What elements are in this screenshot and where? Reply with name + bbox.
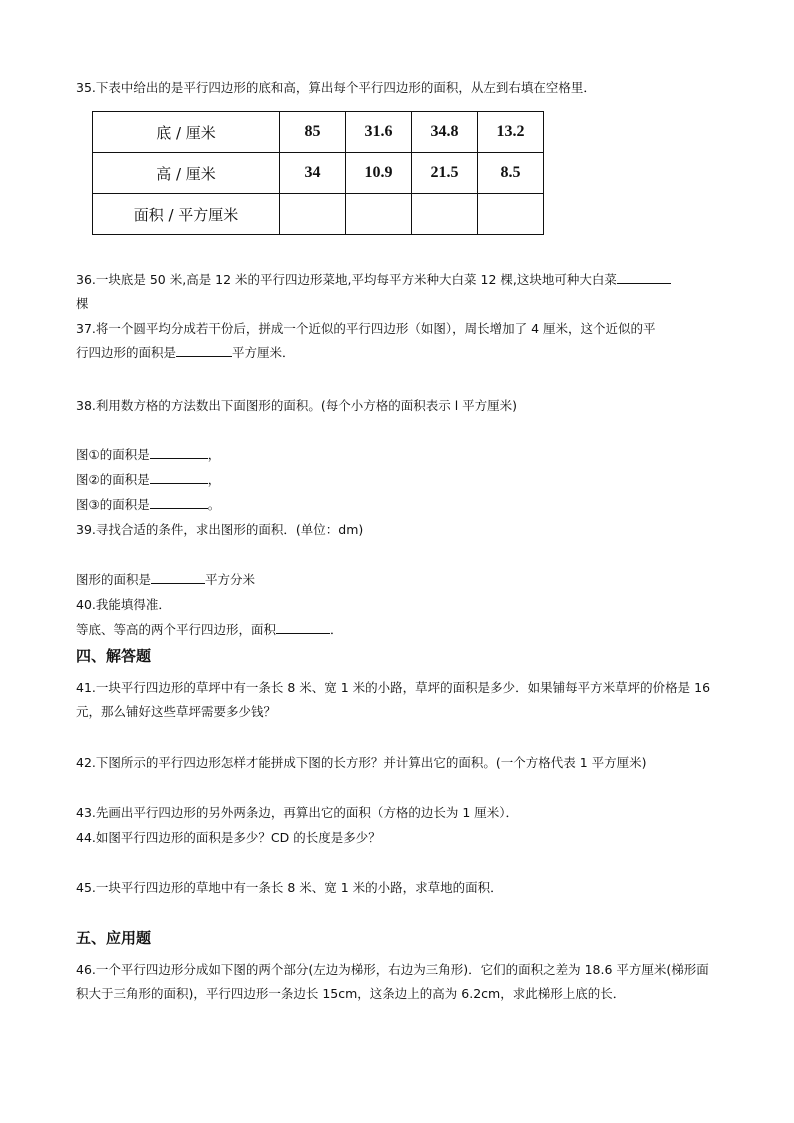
table-cell: 31.6 <box>346 112 412 153</box>
table-cell: 34.8 <box>412 112 478 153</box>
row-label: 高 / 厘米 <box>93 153 280 194</box>
answer-blank[interactable] <box>276 621 330 634</box>
item-label: 图③的面积是 <box>76 497 150 512</box>
question-39-answer <box>76 571 255 589</box>
item-label: 图①的面积是 <box>76 447 150 462</box>
answer-blank[interactable] <box>617 271 671 284</box>
answer-label: 图形的面积是 <box>76 572 152 587</box>
answer-blank[interactable] <box>151 571 205 584</box>
answer-cell[interactable] <box>412 194 478 235</box>
answer-blank[interactable] <box>150 471 208 484</box>
question-45-text: 45.一块平行四边形的草地中有一条长 8 米、宽 1 米的小路，求草地的面积． <box>76 880 503 895</box>
answer-cell[interactable] <box>280 194 346 235</box>
row-label: 底 / 厘米 <box>93 112 280 153</box>
answer-unit: 平方分米 <box>205 572 256 587</box>
question-42-text: 42.下图所示的平行四边形怎样才能拼成下图的长方形？并计算出它的面积。(一个方格代表 1 平方厘米) <box>76 755 647 770</box>
table-row <box>93 153 544 194</box>
answer-cell[interactable] <box>346 194 412 235</box>
table-cell: 85 <box>280 112 346 153</box>
question-38-item-1 <box>76 446 220 464</box>
answer-cell[interactable] <box>478 194 544 235</box>
table-row <box>93 112 544 153</box>
section-4-heading: 四、解答题 <box>76 647 152 665</box>
answer-blank[interactable] <box>150 496 208 509</box>
question-37-line2 <box>76 344 295 362</box>
table-cell: 8.5 <box>478 153 544 194</box>
answer-blank[interactable] <box>150 446 208 459</box>
question-36-body: 36.一块底是 50 米,高是 12 米的平行四边形菜地,平均每平方米种大白菜 12 棵,这块地可种大白菜 <box>76 272 617 287</box>
question-39-text: 39.寻找合适的条件，求出图形的面积．(单位：dm) <box>76 522 364 537</box>
question-36-suffix: 棵 <box>76 296 89 311</box>
question-44-text: 44.如图平行四边形的面积是多少？CD 的长度是多少？ <box>76 830 381 845</box>
section-5-heading: 五、应用题 <box>76 929 152 947</box>
question-37-pre: 行四边形的面积是 <box>76 345 177 360</box>
item-punct: ， <box>207 447 221 462</box>
table-cell: 21.5 <box>412 153 478 194</box>
question-38-item-3 <box>76 496 220 514</box>
row-label: 面积 / 平方厘米 <box>93 194 280 235</box>
question-37-line1: 37.将一个圆平均分成若干份后，拼成一个近似的平行四边形（如图），周长增加了 4 厘米，这个近似的平 <box>76 321 656 336</box>
question-37-post: 平方厘米． <box>232 345 295 360</box>
question-43-text: 43.先画出平行四边形的另外两条边，再算出它的面积（方格的边长为 1 厘米）． <box>76 805 519 820</box>
item-label: 图②的面积是 <box>76 472 150 487</box>
question-40-pre: 等底、等高的两个平行四边形，面积 <box>76 622 277 637</box>
base-height-table <box>92 111 544 235</box>
question-40-text: 40.我能填得准． <box>76 597 171 612</box>
question-38-item-2 <box>76 471 220 489</box>
table-cell: 34 <box>280 153 346 194</box>
question-36-text <box>76 271 671 289</box>
item-punct: 。 <box>207 497 221 512</box>
answer-blank[interactable] <box>176 344 232 357</box>
question-46-text: 46.一个平行四边形分成如下图的两个部分(左边为梯形，右边为三角形)．它们的面积之差为 18.6 平方厘米(梯形面积大于三角形的面积)，平行四边形一条边长 15cm，这条边上的高为 6.2cm，求此梯形上底的长． <box>76 962 709 1001</box>
question-38-text: 38.利用数方格的方法数出下面图形的面积。(每个小方格的面积表示 l 平方厘米) <box>76 398 518 413</box>
table-row <box>93 194 544 235</box>
question-35-text: 35.下表中给出的是平行四边形的底和高，算出每个平行四边形的面积，从左到右填在空格里． <box>76 80 596 95</box>
table-cell: 10.9 <box>346 153 412 194</box>
question-41-text: 41.一块平行四边形的草坪中有一条长 8 米、宽 1 米的小路，草坪的面积是多少．如果铺每平方米草坪的价格是 16 元，那么铺好这些草坪需要多少钱？ <box>76 680 711 719</box>
item-punct: ， <box>207 472 221 487</box>
question-40-line2 <box>76 621 343 639</box>
table-cell: 13.2 <box>478 112 544 153</box>
question-40-post: ． <box>330 622 343 637</box>
